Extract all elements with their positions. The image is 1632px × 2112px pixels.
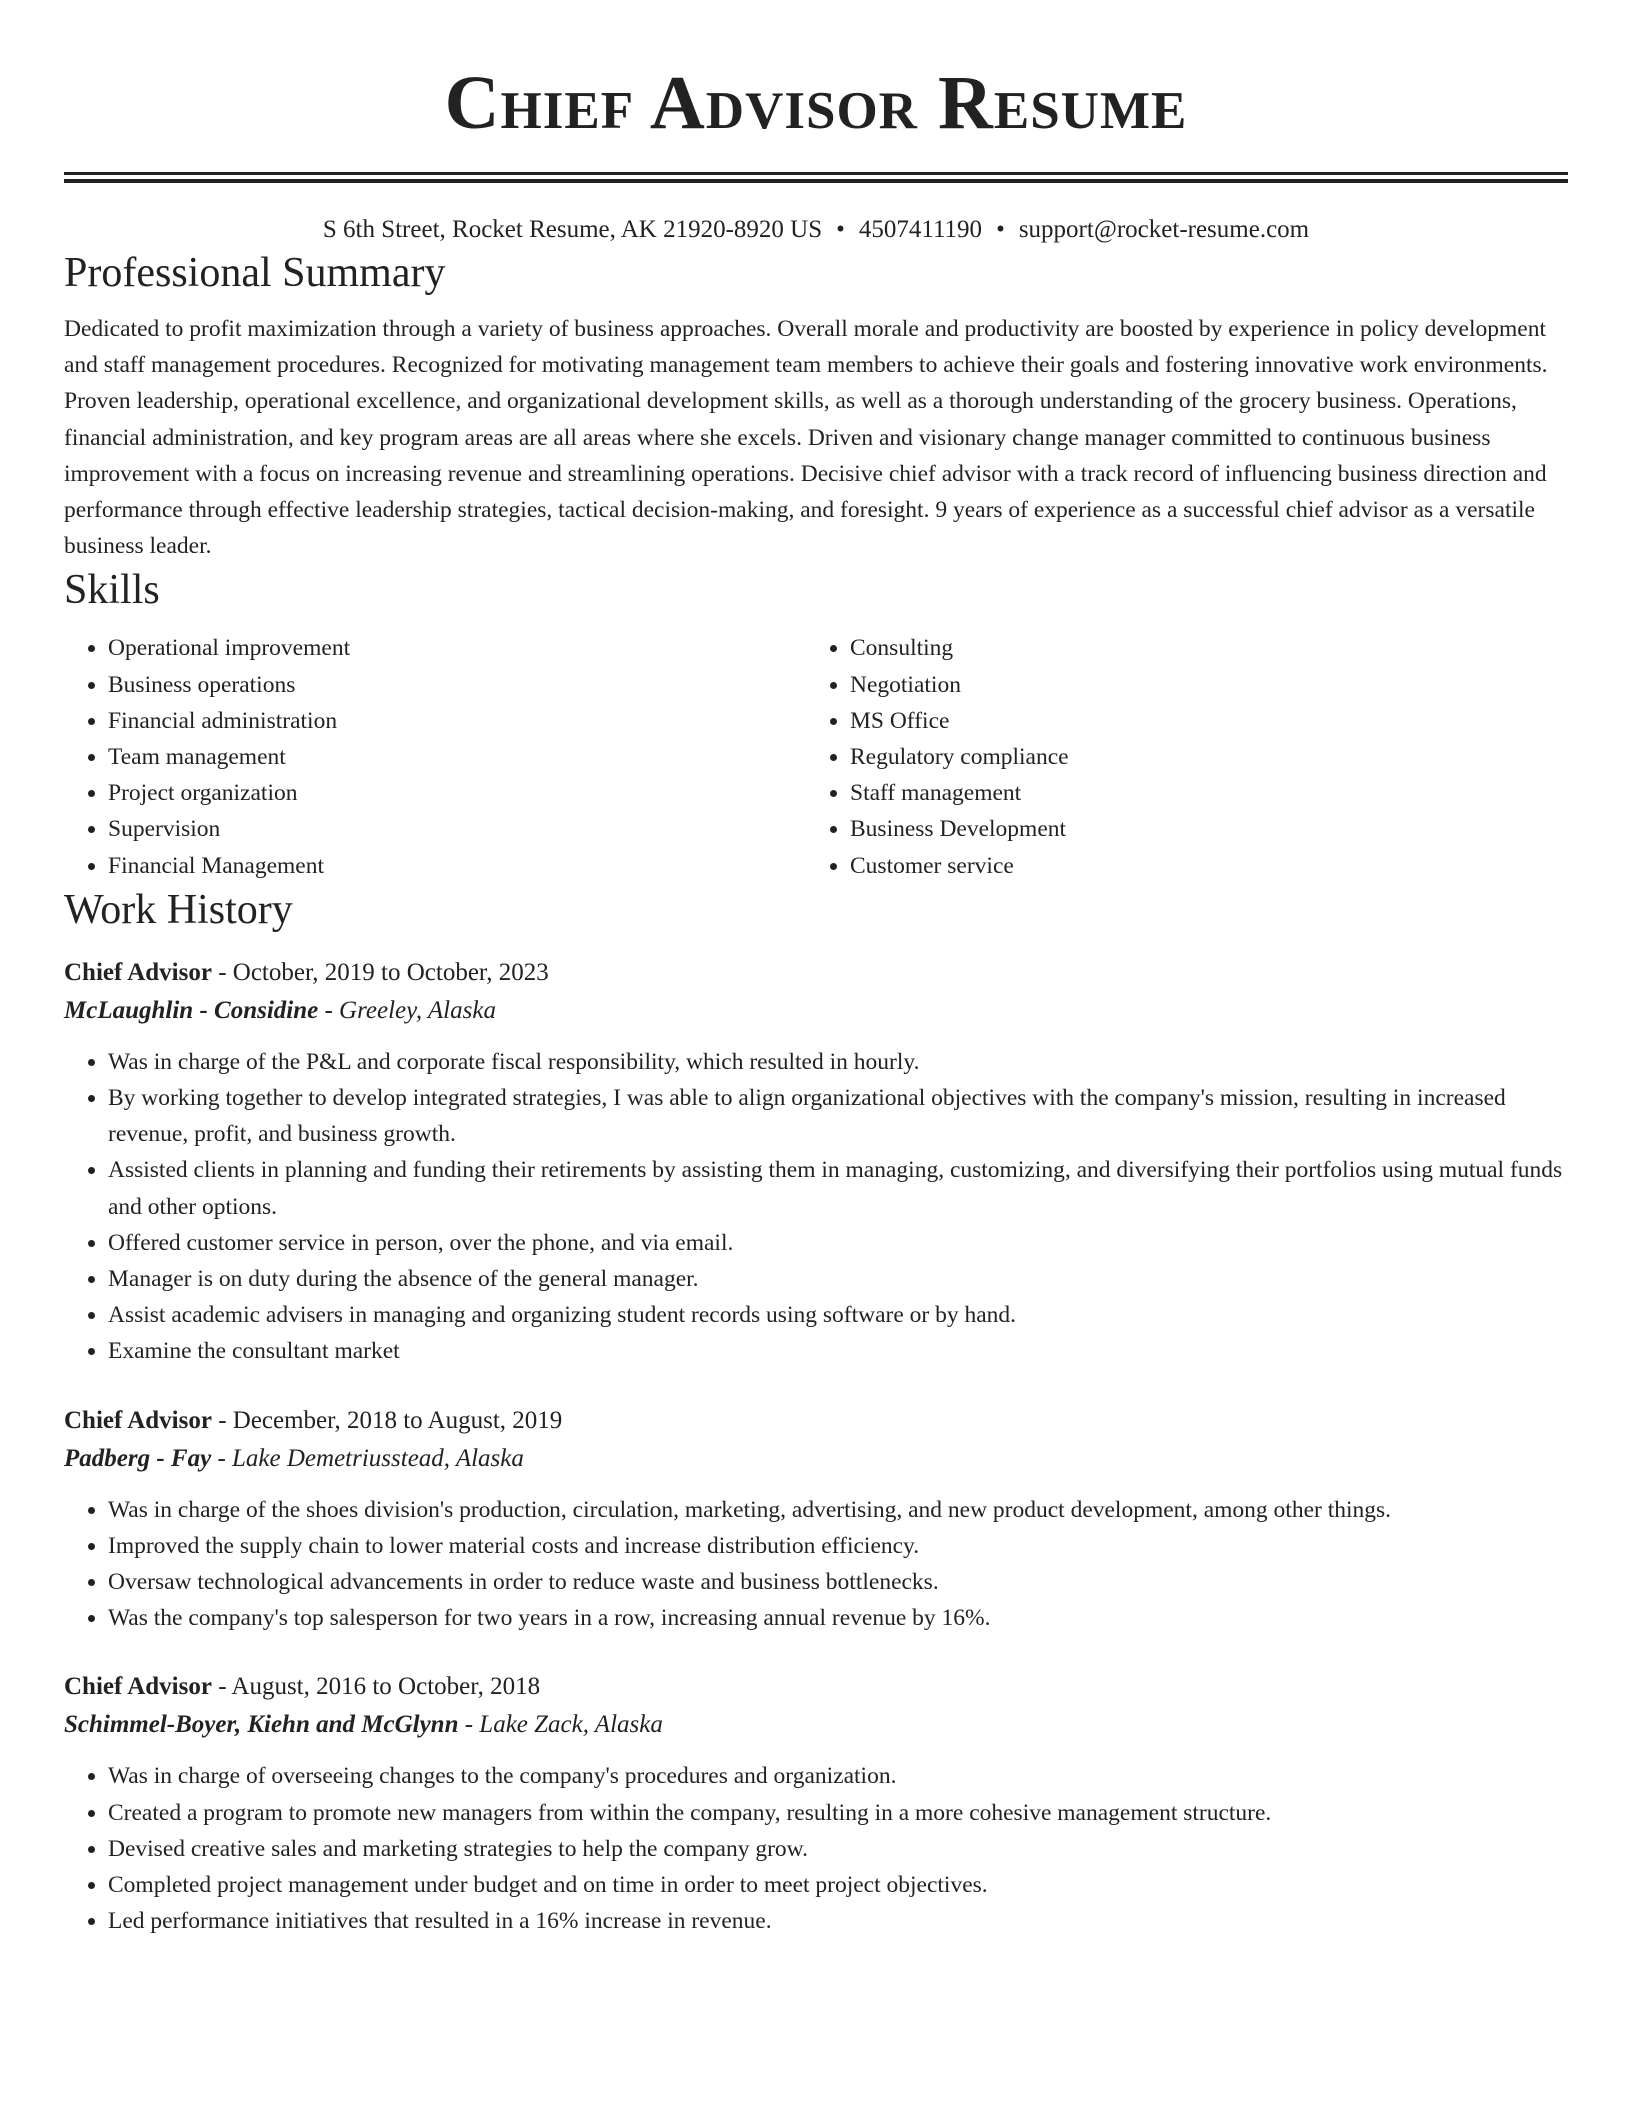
job-company-line [64,992,1568,1030]
job-bullets [64,1044,1568,1370]
job-location: - Lake Demetriusstead, Alaska [211,1444,524,1472]
skills-column-left [64,630,806,883]
skill-item: • Supervision [108,811,806,847]
job-entry [64,1668,1568,1939]
job-location: - Lake Zack, Alaska [458,1711,663,1739]
skill-item: • Regulatory compliance [850,739,1568,775]
job-bullet: • Assist academic advisers in managing and organizing student records using software or by hand. [108,1297,1568,1333]
contact-line [64,213,1568,247]
skills-column-right [806,630,1568,883]
job-role: Chief Advisor [64,1406,212,1434]
skill-item: • Financial Management [108,848,806,884]
skills-heading: Skills [64,567,160,614]
job-location: - Greeley, Alaska [318,996,496,1024]
skill-item: • Negotiation [850,667,1568,703]
job-bullet: • By working together to develop integrated strategies, I was able to align organizational objectives with the company's mission, resulting in increased revenue, profit, and business growth. [108,1080,1568,1152]
job-company: McLaughlin - Considine [64,996,319,1024]
job-entry [64,954,1568,1370]
job-entry [64,1402,1568,1637]
contact-separator: • [836,216,845,243]
job-bullet: • Examine the consultant market [108,1333,1568,1369]
skill-item: • Consulting [850,630,1568,666]
job-dates: - August, 2016 to October, 2018 [211,1673,541,1701]
job-title-line [64,1668,1568,1706]
job-bullet: • Offered customer service in person, over the phone, and via email. [108,1225,1568,1261]
title-divider [64,172,1568,183]
skill-item: • Customer service [850,848,1568,884]
skills-list [64,630,1568,883]
job-bullet: • Manager is on duty during the absence of the general manager. [108,1261,1568,1297]
job-bullet: • Improved the supply chain to lower material costs and increase distribution efficiency. [108,1528,1568,1564]
skill-item: • MS Office [850,703,1568,739]
job-company: Schimmel-Boyer, Kiehn and McGlynn [64,1711,459,1739]
job-bullet: • Devised creative sales and marketing strategies to help the company grow. [108,1831,1568,1867]
summary-text: Dedicated to profit maximization through a variety of business approaches. Overall morale and productivity are boosted by experience in policy development and staff management procedures. Recognized for motivating management team members to achieve their goals and fostering innovative work environments. Proven leadership, operational excellence, and organizational development skills, as well as a thorough understanding of the grocery business. Operations, financial administration, and key program areas are all areas where she excels. Driven and visionary change manager committed to continuous business improvement with a focus on increasing revenue and streamlining operations. Decisive chief advisor with a track record of influencing business direction and performance through effective leadership strategies, tactical decision-making, and foresight. 9 years of experience as a successful chief advisor as a versatile business leader. [64,316,1548,560]
contact-phone: 4507411190 [858,216,983,243]
job-role: Chief Advisor [64,958,212,986]
job-bullet: • Was in charge of overseeing changes to the company's procedures and organization. [108,1758,1568,1794]
job-title-line [64,1402,1568,1440]
job-bullet: • Created a program to promote new managers from within the company, resulting in a more cohesive management structure. [108,1795,1568,1831]
contact-address: S 6th Street, Rocket Resume, AK 21920-8920 US [322,216,823,243]
contact-email[interactable]: support@rocket-resume.com [1018,216,1310,243]
skill-item: • Project organization [108,775,806,811]
job-company-line [64,1440,1568,1478]
job-bullet: • Led performance initiatives that resulted in a 16% increase in revenue. [108,1903,1568,1939]
job-bullets [64,1758,1568,1939]
job-bullet: • Was in charge of the P&L and corporate fiscal responsibility, which resulted in hourly. [108,1044,1568,1080]
job-bullet: • Assisted clients in planning and funding their retirements by assisting them in managing, customizing, and diversifying their portfolios using mutual funds and other options. [108,1152,1568,1224]
job-bullet: • Was in charge of the shoes division's production, circulation, marketing, advertising, and new product development, among other things. [108,1492,1568,1528]
resume-title: Chief Advisor Resume [444,61,1188,145]
job-company: Padberg - Fay [64,1444,212,1472]
summary-heading: Professional Summary [64,250,446,296]
skill-item: • Business Development [850,811,1568,847]
contact-separator: • [996,216,1005,243]
work-history-heading: Work History [64,886,293,933]
skill-item: • Team management [108,739,806,775]
job-title-line [64,954,1568,992]
job-bullets [64,1492,1568,1637]
skill-item: • Financial administration [108,703,806,739]
job-role: Chief Advisor [64,1673,212,1701]
job-bullet: • Was the company's top salesperson for two years in a row, increasing annual revenue by 16%. [108,1600,1568,1636]
skill-item: • Business operations [108,667,806,703]
job-bullet: • Completed project management under budget and on time in order to meet project objectives. [108,1867,1568,1903]
skill-item: • Operational improvement [108,630,806,666]
job-bullet: • Oversaw technological advancements in order to reduce waste and business bottlenecks. [108,1564,1568,1600]
skill-item: • Staff management [850,775,1568,811]
job-dates: - October, 2019 to October, 2023 [211,958,549,986]
job-dates: - December, 2018 to August, 2019 [211,1406,563,1434]
job-company-line [64,1706,1568,1744]
